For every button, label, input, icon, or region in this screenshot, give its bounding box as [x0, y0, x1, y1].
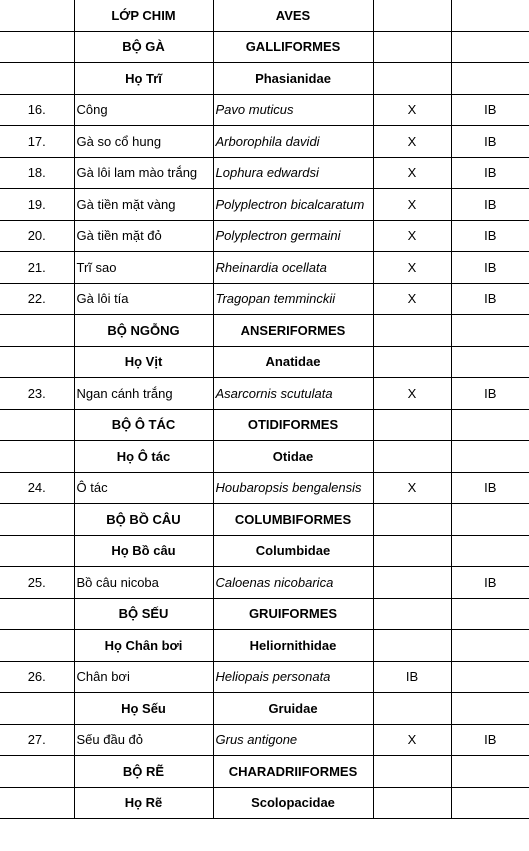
status-cell-2 [451, 441, 529, 473]
species-row [0, 378, 529, 410]
status-cell-2 [451, 0, 529, 31]
status-cell-1 [373, 756, 451, 788]
status-cell-1 [373, 567, 451, 599]
status-cell-2 [451, 661, 529, 693]
number-cell: 17. [0, 126, 74, 158]
status-cell-2: IB [451, 126, 529, 158]
vietnamese-name-cell: Họ Sếu [74, 693, 213, 725]
vietnamese-name-cell: BỘ RẼ [74, 756, 213, 788]
taxon-group-row [0, 630, 529, 662]
scientific-name-cell: Tragopan temminckii [213, 283, 373, 315]
status-cell-2: IB [451, 189, 529, 221]
number-cell: 20. [0, 220, 74, 252]
status-cell-2 [451, 598, 529, 630]
status-cell-1 [373, 535, 451, 567]
vietnamese-name-cell: BỘ BỒ CÂU [74, 504, 213, 536]
status-cell-2 [451, 409, 529, 441]
taxon-group-row [0, 31, 529, 63]
scientific-name-cell: GRUIFORMES [213, 598, 373, 630]
number-cell [0, 535, 74, 567]
number-cell: 26. [0, 661, 74, 693]
number-cell: 19. [0, 189, 74, 221]
number-cell [0, 756, 74, 788]
species-row [0, 661, 529, 693]
status-cell-2: IB [451, 252, 529, 284]
scientific-name-cell: Lophura edwardsi [213, 157, 373, 189]
scientific-name-cell: Phasianidae [213, 63, 373, 95]
vietnamese-name-cell: Ngan cánh trắng [74, 378, 213, 410]
vietnamese-name-cell: BỘ NGỖNG [74, 315, 213, 347]
status-cell-1 [373, 441, 451, 473]
taxon-group-row [0, 315, 529, 347]
scientific-name-cell: OTIDIFORMES [213, 409, 373, 441]
status-cell-2: IB [451, 724, 529, 756]
status-cell-1 [373, 315, 451, 347]
vietnamese-name-cell: Chân bơi [74, 661, 213, 693]
taxon-group-row [0, 598, 529, 630]
status-cell-2: IB [451, 283, 529, 315]
status-cell-2: IB [451, 220, 529, 252]
taxon-group-row [0, 504, 529, 536]
status-cell-1 [373, 31, 451, 63]
scientific-name-cell: AVES [213, 0, 373, 31]
vietnamese-name-cell: Họ Rẽ [74, 787, 213, 819]
scientific-name-cell: Scolopacidae [213, 787, 373, 819]
status-cell-1 [373, 598, 451, 630]
scientific-name-cell: COLUMBIFORMES [213, 504, 373, 536]
status-cell-1 [373, 630, 451, 662]
species-row [0, 724, 529, 756]
species-row [0, 472, 529, 504]
status-cell-2: IB [451, 567, 529, 599]
number-cell [0, 441, 74, 473]
taxon-group-row [0, 535, 529, 567]
status-cell-2 [451, 630, 529, 662]
scientific-name-cell: Heliornithidae [213, 630, 373, 662]
scientific-name-cell: Heliopais personata [213, 661, 373, 693]
vietnamese-name-cell: Gà tiền mặt đỏ [74, 220, 213, 252]
status-cell-2: IB [451, 157, 529, 189]
number-cell [0, 598, 74, 630]
status-cell-2: IB [451, 472, 529, 504]
status-cell-2 [451, 346, 529, 378]
species-row [0, 283, 529, 315]
vietnamese-name-cell: LỚP CHIM [74, 0, 213, 31]
vietnamese-name-cell: Họ Chân bơi [74, 630, 213, 662]
number-cell [0, 787, 74, 819]
number-cell [0, 31, 74, 63]
status-cell-2 [451, 693, 529, 725]
species-row [0, 220, 529, 252]
vietnamese-name-cell: BỘ Ô TÁC [74, 409, 213, 441]
vietnamese-name-cell: Ô tác [74, 472, 213, 504]
number-cell [0, 693, 74, 725]
number-cell [0, 63, 74, 95]
status-cell-1: X [373, 283, 451, 315]
scientific-name-cell: GALLIFORMES [213, 31, 373, 63]
status-cell-1: X [373, 378, 451, 410]
status-cell-2 [451, 63, 529, 95]
vietnamese-name-cell: BỘ GÀ [74, 31, 213, 63]
taxon-group-row [0, 756, 529, 788]
status-cell-1 [373, 504, 451, 536]
number-cell [0, 315, 74, 347]
scientific-name-cell: Otidae [213, 441, 373, 473]
scientific-name-cell: Caloenas nicobarica [213, 567, 373, 599]
status-cell-1 [373, 0, 451, 31]
vietnamese-name-cell: Công [74, 94, 213, 126]
scientific-name-cell: Grus antigone [213, 724, 373, 756]
scientific-name-cell: Houbaropsis bengalensis [213, 472, 373, 504]
scientific-name-cell: Polyplectron bicalcaratum [213, 189, 373, 221]
vietnamese-name-cell: Trĩ sao [74, 252, 213, 284]
status-cell-1 [373, 693, 451, 725]
status-cell-1 [373, 787, 451, 819]
species-row [0, 94, 529, 126]
number-cell [0, 504, 74, 536]
vietnamese-name-cell: Gà lôi tía [74, 283, 213, 315]
status-cell-2 [451, 756, 529, 788]
status-cell-1: IB [373, 661, 451, 693]
scientific-name-cell: Pavo muticus [213, 94, 373, 126]
vietnamese-name-cell: Gà tiền mặt vàng [74, 189, 213, 221]
scientific-name-cell: Gruidae [213, 693, 373, 725]
status-cell-1: X [373, 94, 451, 126]
vietnamese-name-cell: Họ Vịt [74, 346, 213, 378]
scientific-name-cell: Anatidae [213, 346, 373, 378]
status-cell-1: X [373, 472, 451, 504]
status-cell-1: X [373, 252, 451, 284]
species-row [0, 252, 529, 284]
status-cell-1: X [373, 157, 451, 189]
number-cell: 22. [0, 283, 74, 315]
status-cell-1 [373, 409, 451, 441]
scientific-name-cell: ANSERIFORMES [213, 315, 373, 347]
taxon-group-row [0, 787, 529, 819]
status-cell-1 [373, 63, 451, 95]
status-cell-1 [373, 346, 451, 378]
species-row [0, 157, 529, 189]
taxon-group-row [0, 346, 529, 378]
number-cell: 27. [0, 724, 74, 756]
number-cell: 18. [0, 157, 74, 189]
status-cell-2 [451, 31, 529, 63]
scientific-name-cell: Rheinardia ocellata [213, 252, 373, 284]
vietnamese-name-cell: Sếu đầu đỏ [74, 724, 213, 756]
number-cell: 23. [0, 378, 74, 410]
number-cell: 16. [0, 94, 74, 126]
status-cell-2 [451, 504, 529, 536]
species-row [0, 189, 529, 221]
number-cell [0, 409, 74, 441]
taxon-group-row [0, 441, 529, 473]
status-cell-1: X [373, 724, 451, 756]
vietnamese-name-cell: Họ Bồ câu [74, 535, 213, 567]
taxon-group-row [0, 409, 529, 441]
status-cell-2 [451, 787, 529, 819]
vietnamese-name-cell: BỘ SẾU [74, 598, 213, 630]
vietnamese-name-cell: Gà lôi lam mào trắng [74, 157, 213, 189]
status-cell-2 [451, 535, 529, 567]
vietnamese-name-cell: Họ Ô tác [74, 441, 213, 473]
number-cell [0, 0, 74, 31]
status-cell-1: X [373, 126, 451, 158]
number-cell [0, 630, 74, 662]
status-cell-2 [451, 315, 529, 347]
scientific-name-cell: Arborophila davidi [213, 126, 373, 158]
scientific-name-cell: Polyplectron germaini [213, 220, 373, 252]
species-row [0, 126, 529, 158]
number-cell: 25. [0, 567, 74, 599]
vietnamese-name-cell: Bồ câu nicoba [74, 567, 213, 599]
number-cell [0, 346, 74, 378]
vietnamese-name-cell: Họ Trĩ [74, 63, 213, 95]
taxon-group-row [0, 693, 529, 725]
number-cell: 24. [0, 472, 74, 504]
taxon-group-row [0, 63, 529, 95]
status-cell-1: X [373, 189, 451, 221]
vietnamese-name-cell: Gà so cổ hung [74, 126, 213, 158]
taxon-group-row [0, 0, 529, 31]
scientific-name-cell: Columbidae [213, 535, 373, 567]
status-cell-2: IB [451, 94, 529, 126]
scientific-name-cell: Asarcornis scutulata [213, 378, 373, 410]
status-cell-2: IB [451, 378, 529, 410]
number-cell: 21. [0, 252, 74, 284]
species-row [0, 567, 529, 599]
scientific-name-cell: CHARADRIIFORMES [213, 756, 373, 788]
status-cell-1: X [373, 220, 451, 252]
